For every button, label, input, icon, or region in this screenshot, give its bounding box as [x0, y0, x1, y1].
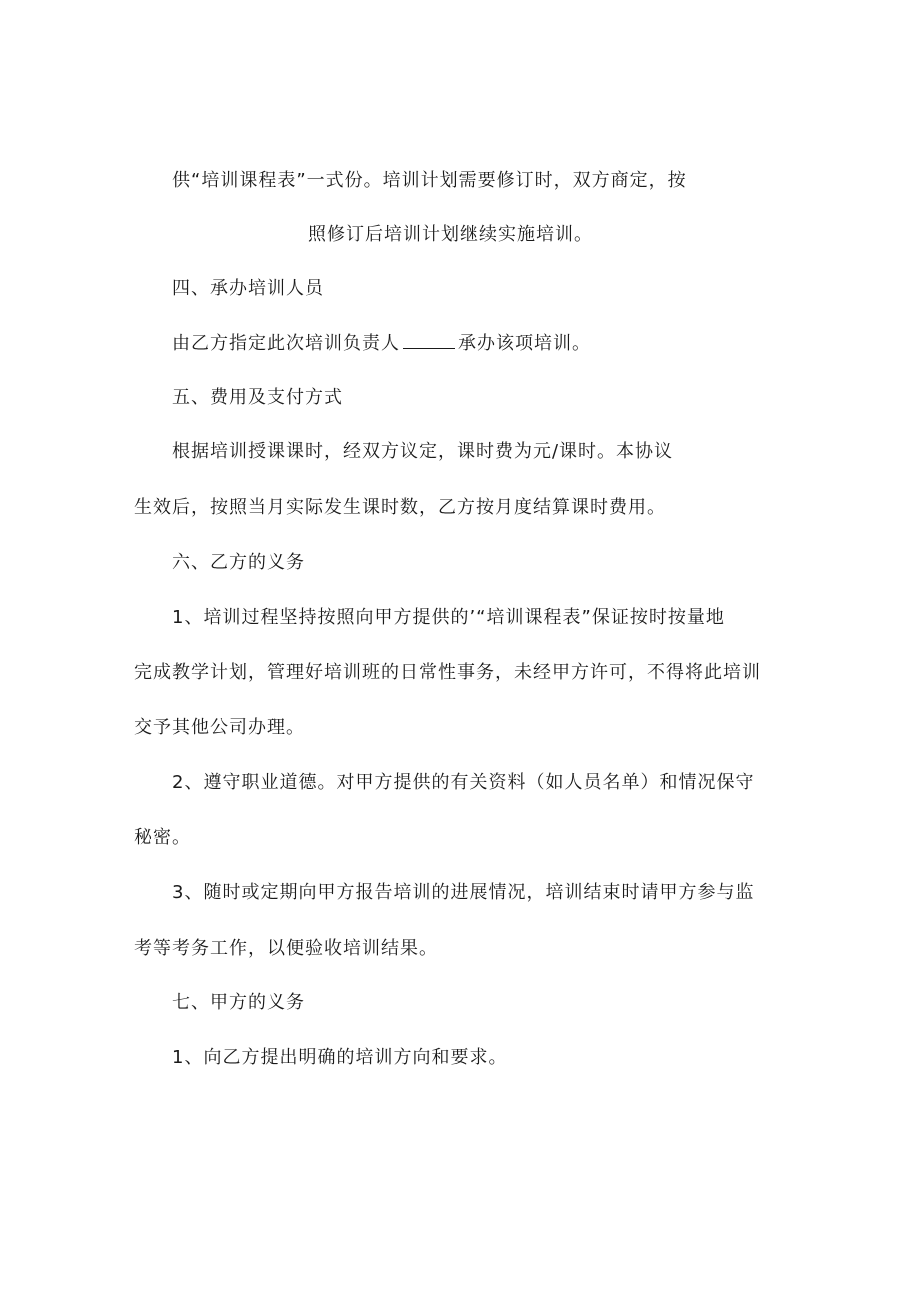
paragraph-line: 2、遵守职业道德。对甲方提供的有关资料（如人员名单）和情况保守: [172, 772, 755, 793]
paragraph-text: 由乙方指定此次培训负责人: [172, 333, 400, 354]
paragraph-line: 照修订后培训计划继续实施培训。: [308, 224, 593, 245]
paragraph-line: 交予其他公司办理。: [134, 717, 305, 738]
fill-in-blank: [403, 334, 455, 349]
paragraph-line: 3、随时或定期向甲方报告培训的进展情况，培训结束时请甲方参与监: [172, 882, 755, 903]
paragraph-line: 考等考务工作，以便验收培训结果。: [134, 938, 438, 959]
paragraph-line: 供“培训课程表”一式份。培训计划需要修订时，双方商定，按: [172, 170, 687, 191]
paragraph-line: 1、培训过程坚持按照向甲方提供的’“培训课程表”保证按时按量地: [172, 607, 725, 628]
section-heading-5: 五、费用及支付方式: [172, 387, 343, 408]
paragraph-line: 完成教学计划，管理好培训班的日常性事务，未经甲方许可，不得将此培训: [134, 662, 761, 683]
section-heading-6: 六、乙方的义务: [172, 552, 305, 573]
paragraph-line: 1、向乙方提出明确的培训方向和要求。: [172, 1047, 508, 1068]
paragraph-line: 生效后，按照当月实际发生课时数，乙方按月度结算课时费用。: [134, 497, 666, 518]
paragraph-line: [172, 332, 591, 356]
paragraph-line: 根据培训授课课时，经双方议定，课时费为元/课时。本协议: [172, 441, 674, 462]
section-heading-7: 七、甲方的义务: [172, 992, 305, 1013]
section-heading-4: 四、承办培训人员: [172, 278, 324, 299]
paragraph-line: 秘密。: [134, 827, 191, 848]
paragraph-text: 承办该项培训。: [458, 333, 591, 354]
